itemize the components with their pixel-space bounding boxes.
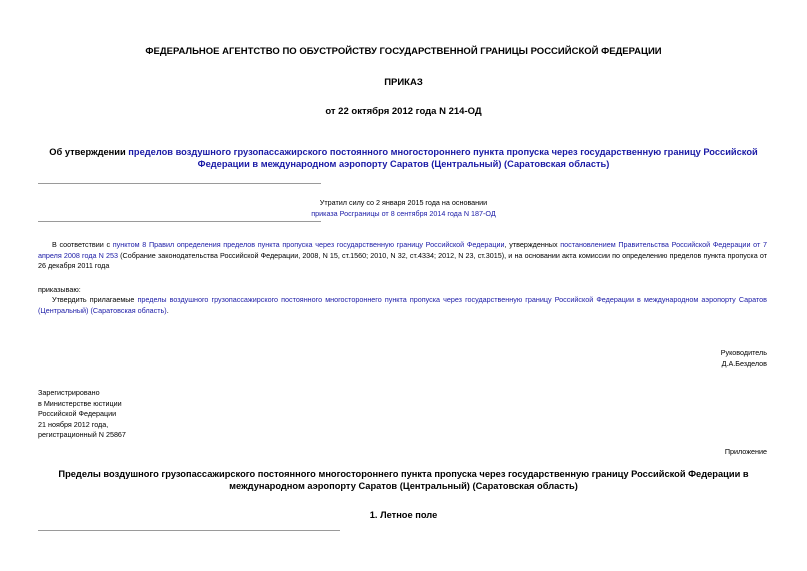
divider-top (38, 183, 321, 184)
signature-name: Д.А.Безделов (721, 358, 767, 368)
title-link-line1[interactable]: пределов воздушного грузопассажирского постоянного многостороннего пункта пропуска через государственную границу Российской (128, 147, 758, 157)
status-repeal-link[interactable]: приказа Росграницы от 8 сентября 2014 года N 187-ОД (311, 208, 496, 218)
signature-role: Руководитель (720, 348, 767, 357)
status-note (0, 198, 807, 219)
doc-date-number: от 22 октября 2012 года N 214-ОД (325, 106, 482, 117)
rules-point8-link[interactable]: пунктом 8 Правил определения пределов пункта пропуска через государственную границу Российской Федерации (112, 240, 505, 249)
appendix-title (40, 468, 767, 492)
p1-text-a: В соответствии с (52, 240, 113, 249)
appendix-title-line1: Пределы воздушного грузопассажирского постоянного многостороннего пункта пропуска через государственную границу Российской Федерации в (58, 469, 749, 479)
p1-text-c: (Собрание законодательства Российской Федерации, 2008, N 15, ст.1560; 2010, N 32, ст.4334; 2012, N 23, ст.3015), и на основании акта комиссии по определению пределов пункта пропуска от 26 декабря 2011 года (38, 250, 767, 271)
title-link-line2[interactable]: Федерации в международном аэропорту Саратов (Центральный) (Саратовская область) (197, 159, 610, 169)
p1-text-b: , утвержденных (504, 240, 561, 249)
approve-paragraph (38, 295, 767, 316)
registration-line2: в Министерстве юстиции (38, 398, 122, 408)
status-line1: Утратил силу со 2 января 2015 года на основании (319, 198, 488, 207)
p2-text-a: Утвердить прилагаемые (52, 295, 138, 304)
agency-name: ФЕДЕРАЛЬНОЕ АГЕНТСТВО ПО ОБУСТРОЙСТВУ ГОСУДАРСТВЕННОЙ ГРАНИЦЫ РОССИЙСКОЙ ФЕДЕРАЦИИ (145, 46, 662, 57)
signature-block (721, 348, 767, 369)
registration-line3: Российской Федерации (38, 409, 117, 419)
appendix-title-line2: международном аэропорту Саратов (Центральный) (Саратовская область) (229, 481, 578, 491)
document-title (40, 146, 767, 170)
order-word: приказываю: (38, 285, 81, 294)
title-prefix: Об утверждении (49, 147, 129, 157)
section-heading-airfield: 1. Летное поле (369, 510, 438, 520)
limits-appendix-link[interactable]: пределы воздушного грузопассажирского постоянного многостороннего пункта пропуска через государственную границу Российской Федерации в международном аэропорту Саратов (Центральный) (Саратовская область) (38, 295, 767, 315)
divider-bottom (38, 530, 340, 531)
registration-line1: Зарегистрировано (38, 388, 100, 397)
government-decree-link[interactable]: постановлением Правительства Российской Федерации от 7 апреля 2008 года N 253 (38, 240, 767, 260)
doc-type: ПРИКАЗ (384, 77, 423, 88)
registration-line4: 21 ноября 2012 года, (38, 419, 109, 429)
registration-line5: регистрационный N 25867 (38, 430, 126, 440)
preamble-paragraph (38, 240, 767, 272)
p2-text-b: . (166, 305, 169, 315)
appendix-label: Приложение (724, 447, 767, 456)
registration-block (38, 388, 126, 441)
divider-status (38, 221, 321, 222)
